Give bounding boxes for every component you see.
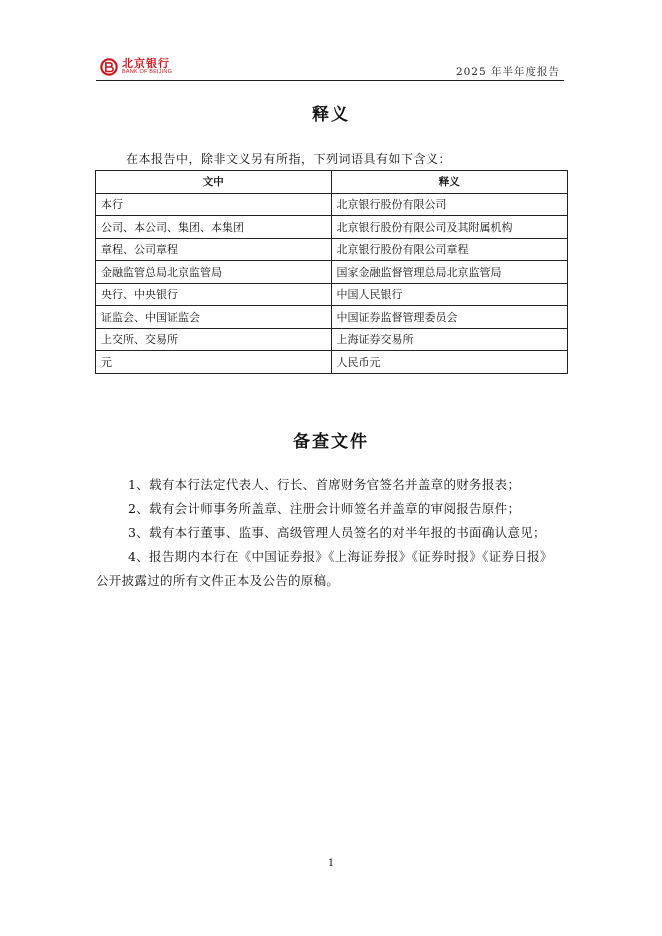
term-cell: 证监会、中国证监会: [96, 306, 332, 329]
logo-english-name: BANK OF BEIJING: [122, 69, 173, 76]
table-row: [96, 216, 568, 239]
meaning-cell: 北京银行股份有限公司: [331, 193, 568, 216]
list-item: 1、载有本行法定代表人、行长、首席财务官签名并盖章的财务报表；: [128, 477, 521, 492]
definitions-title: 释义: [312, 105, 350, 125]
term-cell: 金融监管总局北京监管局: [96, 261, 332, 284]
meaning-cell: 北京银行股份有限公司及其附属机构: [331, 216, 568, 239]
report-title: 2025 年半年度报告: [455, 66, 560, 78]
term-cell: 公司、本公司、集团、本集团: [96, 216, 332, 239]
list-item: 3、载有本行董事、监事、高级管理人员签名的对半年报的书面确认意见；: [128, 525, 546, 540]
definitions-intro: 在本报告中，除非文义另有所指，下列词语具有如下含义：: [126, 152, 452, 166]
term-cell: 本行: [96, 193, 332, 216]
table-row: [96, 193, 568, 216]
table-row: [96, 261, 568, 284]
logo-chinese-name: 北京银行: [122, 57, 170, 71]
documents-title: 备查文件: [293, 432, 369, 452]
meaning-cell: 中国证券监督管理委员会: [331, 306, 568, 329]
meaning-cell: 上海证券交易所: [331, 328, 568, 351]
list-item: 2、载有会计师事务所盖章、注册会计师签名并盖章的审阅报告原件；: [128, 501, 521, 516]
table-row: [96, 328, 568, 351]
list-item: 4、报告期内本行在《中国证券报》《上海证券报》《证券时报》《证券日报》公开披露过的所有文件正本及公告的原稿。: [96, 549, 553, 588]
meaning-cell: 中国人民银行: [331, 283, 568, 306]
bank-logo-icon: [100, 58, 118, 76]
term-cell: 央行、中央银行: [96, 283, 332, 306]
meaning-cell: 人民币元: [331, 351, 568, 374]
definitions-table: [95, 170, 568, 374]
page-number: 1: [327, 858, 335, 869]
term-cell: 元: [96, 351, 332, 374]
table-header-row: [96, 171, 568, 194]
table-row: [96, 283, 568, 306]
column-header-term: 文中: [96, 171, 332, 194]
table-row: [96, 306, 568, 329]
page-header: [96, 54, 564, 81]
meaning-cell: 国家金融监督管理总局北京监管局: [331, 261, 568, 284]
bank-logo: [100, 56, 172, 78]
table-row: [96, 351, 568, 374]
meaning-cell: 北京银行股份有限公司章程: [331, 238, 568, 261]
term-cell: 章程、公司章程: [96, 238, 332, 261]
table-row: [96, 238, 568, 261]
column-header-meaning: 释义: [331, 171, 568, 194]
documents-list: [96, 473, 564, 593]
term-cell: 上交所、交易所: [96, 328, 332, 351]
